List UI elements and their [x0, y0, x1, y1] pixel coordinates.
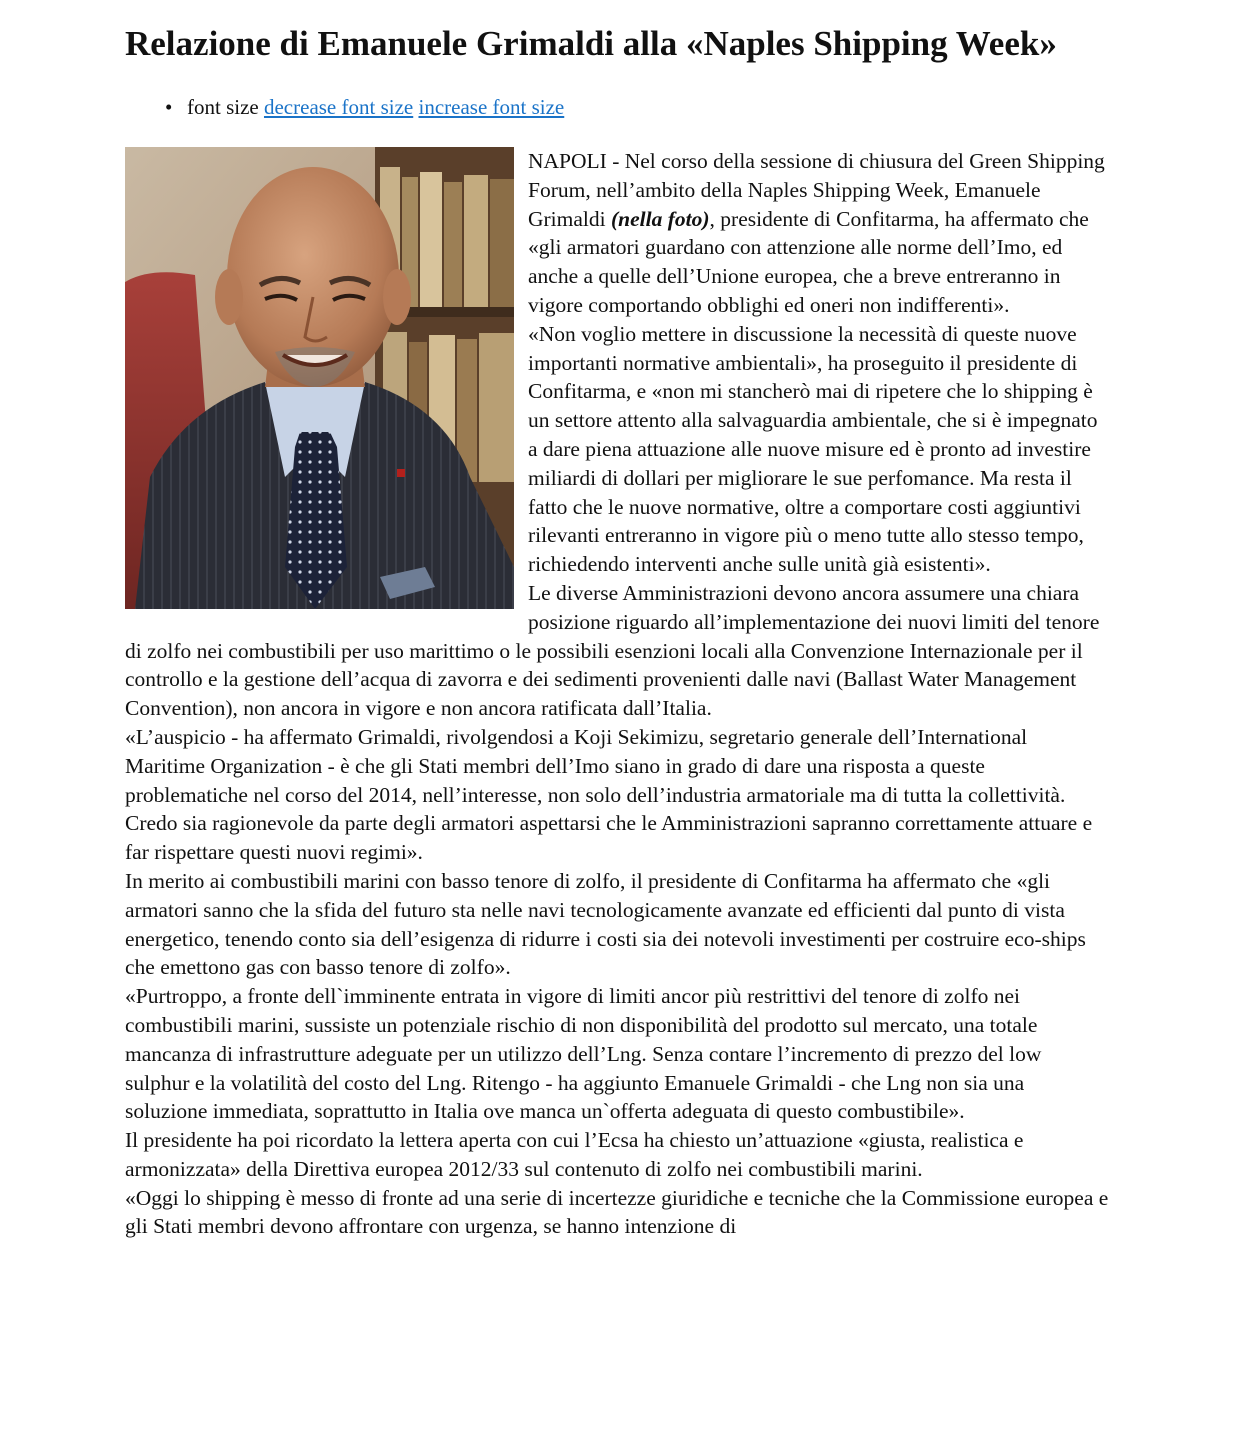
- paragraph-2: «Non voglio mettere in discussione la necessità di queste nuove importanti normative ambientali», ha proseguito il presidente di Confitarma, e «non mi stancherò mai di ripetere che lo shipping è un settore attento alla salvaguardia ambientale, che si è impegnato a dare piena attuazione alle nuove misure ed è pronto ad investire miliardi di dollari per migliorare le sue perfomance. Ma resta il fatto che le nuove normative, oltre a comportare costi aggiuntivi rilevanti entreranno in vigore più o meno tutte allo stesso tempo, richiedendo interventi anche sulle unità già esistenti».: [528, 321, 1098, 577]
- font-size-label: font size: [187, 95, 259, 119]
- portrait-photo: [125, 147, 514, 609]
- paragraph-3: Le diverse Amministrazioni devono ancora assumere una chiara posizione riguardo all’implementazione dei nuovi limiti del tenore di zolfo nei combustibili per uso marittimo o le possibili esenzioni locali alla Convenzione Internazionale per il controllo e la gestione dell’acqua di zavorra e dei sedimenti provenienti dalle navi (Ballast Water Management Convention), non ancora in vigore e non ancora ratificata dall’Italia.: [125, 580, 1100, 721]
- paragraph-1-text-start: NAPOLI - Nel corso della sessione di chiusura del Green Shipping Forum, nell’ambito della Naples Shipping Week, Emanuele Grimaldi: [528, 149, 1105, 231]
- paragraph-1-text-end: , presidente di Confitarma, ha affermato che «gli armatori guardano con attenzione alle norme dell’Imo, ed anche a quelle dell’Unione europea, che a breve entreranno in vigore comportando obblighi ed oneri non indifferenti».: [528, 206, 1089, 317]
- font-size-item: [165, 93, 1110, 121]
- article-page: [125, 0, 1110, 1241]
- article-body: [125, 147, 1110, 1241]
- paragraph-5: In merito ai combustibili marini con basso tenore di zolfo, il presidente di Confitarma ha affermato che «gli armatori sanno che la sfida del futuro sta nelle navi tecnologicamente avanzate ed efficienti dal punto di vista energetico, tenendo conto sia dell’esigenza di ridurre i costi sia dei notevoli investimenti per costruire eco-ships che emettono gas con basso tenore di zolfo».: [125, 868, 1086, 980]
- paragraph-8: «Oggi lo shipping è messo di fronte ad una serie di incertezze giuridiche e tecniche che la Commissione europea e gli Stati membri devono affrontare con urgenza, se hanno intenzione di: [125, 1185, 1109, 1239]
- photo-caption-note: (nella foto): [611, 206, 710, 231]
- paragraph-6: «Purtroppo, a fronte dell`imminente entrata in vigore di limiti ancor più restrittivi del tenore di zolfo nei combustibili marini, sussiste un potenziale rischio di non disponibilità del prodotto sul mercato, una totale mancanza di infrastrutture adeguate per un utilizzo dell’Lng. Senza contare l’incremento di prezzo del low sulphur e la volatilità del costo del Lng. Ritengo - ha aggiunto Emanuele Grimaldi - che Lng non sia una soluzione immediata, soprattutto in Italia ove manca un`offerta adeguata di questo combustibile».: [125, 984, 1042, 1124]
- article-title: Relazione di Emanuele Grimaldi alla «Naples Shipping Week»: [125, 24, 1057, 63]
- increase-font-size-link[interactable]: increase font size: [418, 95, 565, 119]
- paragraph-4: «L’auspicio - ha affermato Grimaldi, rivolgendosi a Koji Sekimizu, segretario generale dell’International Maritime Organization - è che gli Stati membri dell’Imo siano in grado di dare una risposta a queste problematiche nel corso del 2014, nell’interesse, non solo dell’industria armatoriale ma di tutta la collettività. Credo sia ragionevole da parte degli armatori aspettarsi che le Amministrazioni sapranno correttamente attuare e far rispettare questi nuovi regimi».: [125, 724, 1093, 865]
- bullet-icon: •: [165, 95, 173, 119]
- paragraph-7: Il presidente ha poi ricordato la lettera aperta con cui l’Ecsa ha chiesto un’attuazione «giusta, realistica e armonizzata» della Direttiva europea 2012/33 sul contenuto di zolfo nei combustibili marini.: [125, 1128, 1024, 1181]
- font-size-controls: [125, 93, 1110, 121]
- decrease-font-size-link[interactable]: decrease font size: [263, 95, 414, 119]
